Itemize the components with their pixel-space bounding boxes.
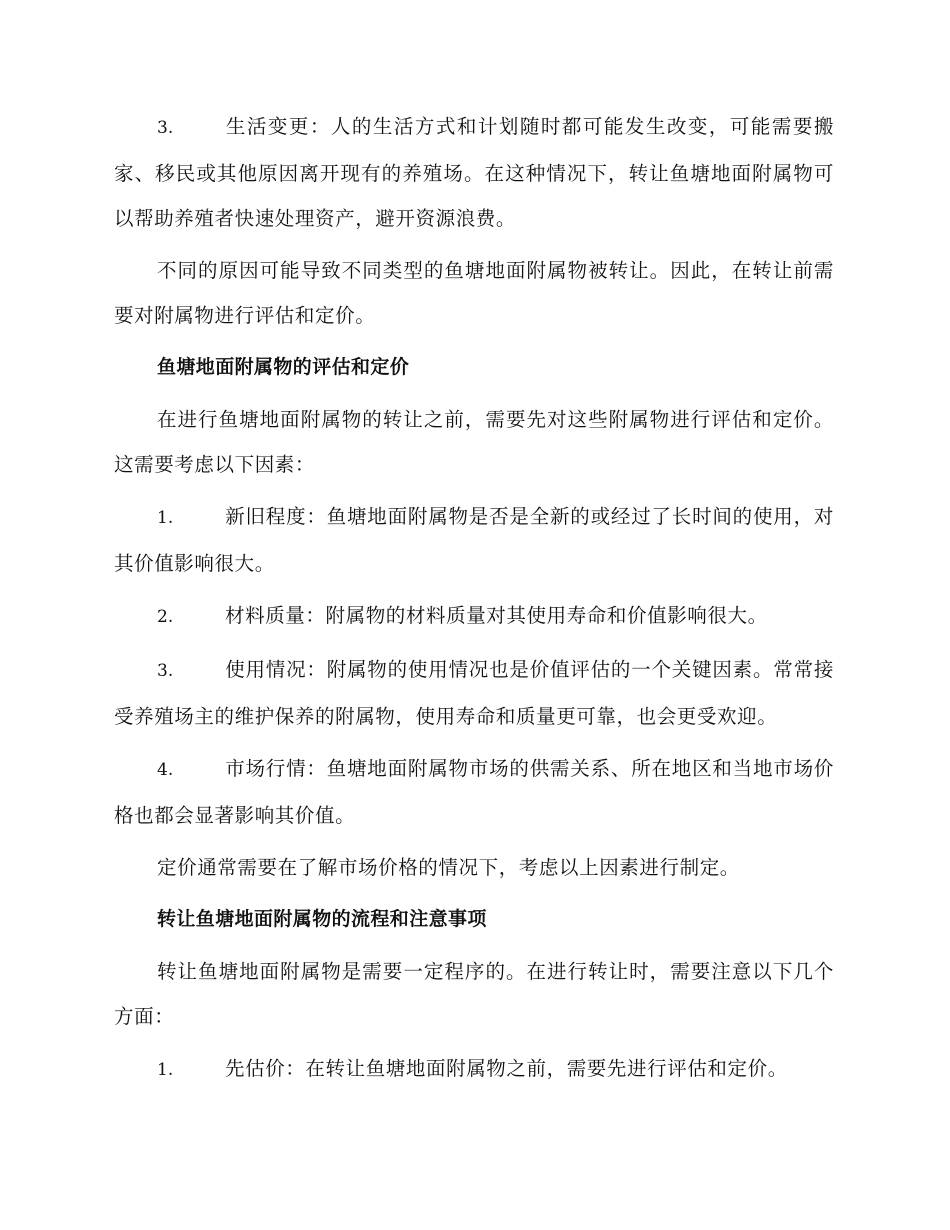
list-item [114,593,834,640]
list-item-text: 材料质量：附属物的材料质量对其使用寿命和价值影响很大。 [225,604,768,627]
list-item-text: 先估价：在转让鱼塘地面附属物之前，需要先进行评估和定价。 [225,1057,788,1080]
list-item-text: 新旧程度：鱼塘地面附属物是否是全新的或经过了长时间的使用，对其价值影响很大。 [114,505,834,575]
list-item [114,104,834,241]
list-item [114,1046,834,1093]
list-number: 1. [157,508,174,528]
paragraph: 不同的原因可能导致不同类型的鱼塘地面附属物被转让。因此，在转让前需要对附属物进行评估和定价。 [114,259,834,327]
list-item-text: 使用情况：附属物的使用情况也是价值评估的一个关键因素。常常接受养殖场主的维护保养的附属物，使用寿命和质量更可靠，也会更受欢迎。 [114,658,834,728]
list-item [114,647,834,739]
list-item-text: 生活变更：人的生活方式和计划随时都可能发生改变，可能需要搬家、移民或其他原因离开现有的养殖场。在这种情况下，转让鱼塘地面附属物可以帮助养殖者快速处理资产，避开资源浪费。 [114,115,834,230]
list-number: 1. [157,1060,174,1080]
paragraph: 转让鱼塘地面附属物是需要一定程序的。在进行转让时，需要注意以下几个方面： [114,960,834,1028]
paragraph: 在进行鱼塘地面附属物的转让之前，需要先对这些附属物进行评估和定价。这需要考虑以下因素： [114,408,834,476]
section-heading: 鱼塘地面附属物的评估和定价 [157,356,410,378]
list-item [114,494,834,586]
list-item-text: 市场行情：鱼塘地面附属物市场的供需关系、所在地区和当地市场价格也都会显著影响其价值。 [114,757,834,827]
paragraph: 定价通常需要在了解市场价格的情况下，考虑以上因素进行制定。 [157,856,740,879]
list-number: 2. [157,607,174,627]
list-number: 4. [157,760,174,780]
list-number: 3. [157,661,174,681]
list-number: 3. [157,118,174,138]
section-heading: 转让鱼塘地面附属物的流程和注意事项 [157,908,487,930]
list-item [114,746,834,838]
document-page [114,104,834,1093]
